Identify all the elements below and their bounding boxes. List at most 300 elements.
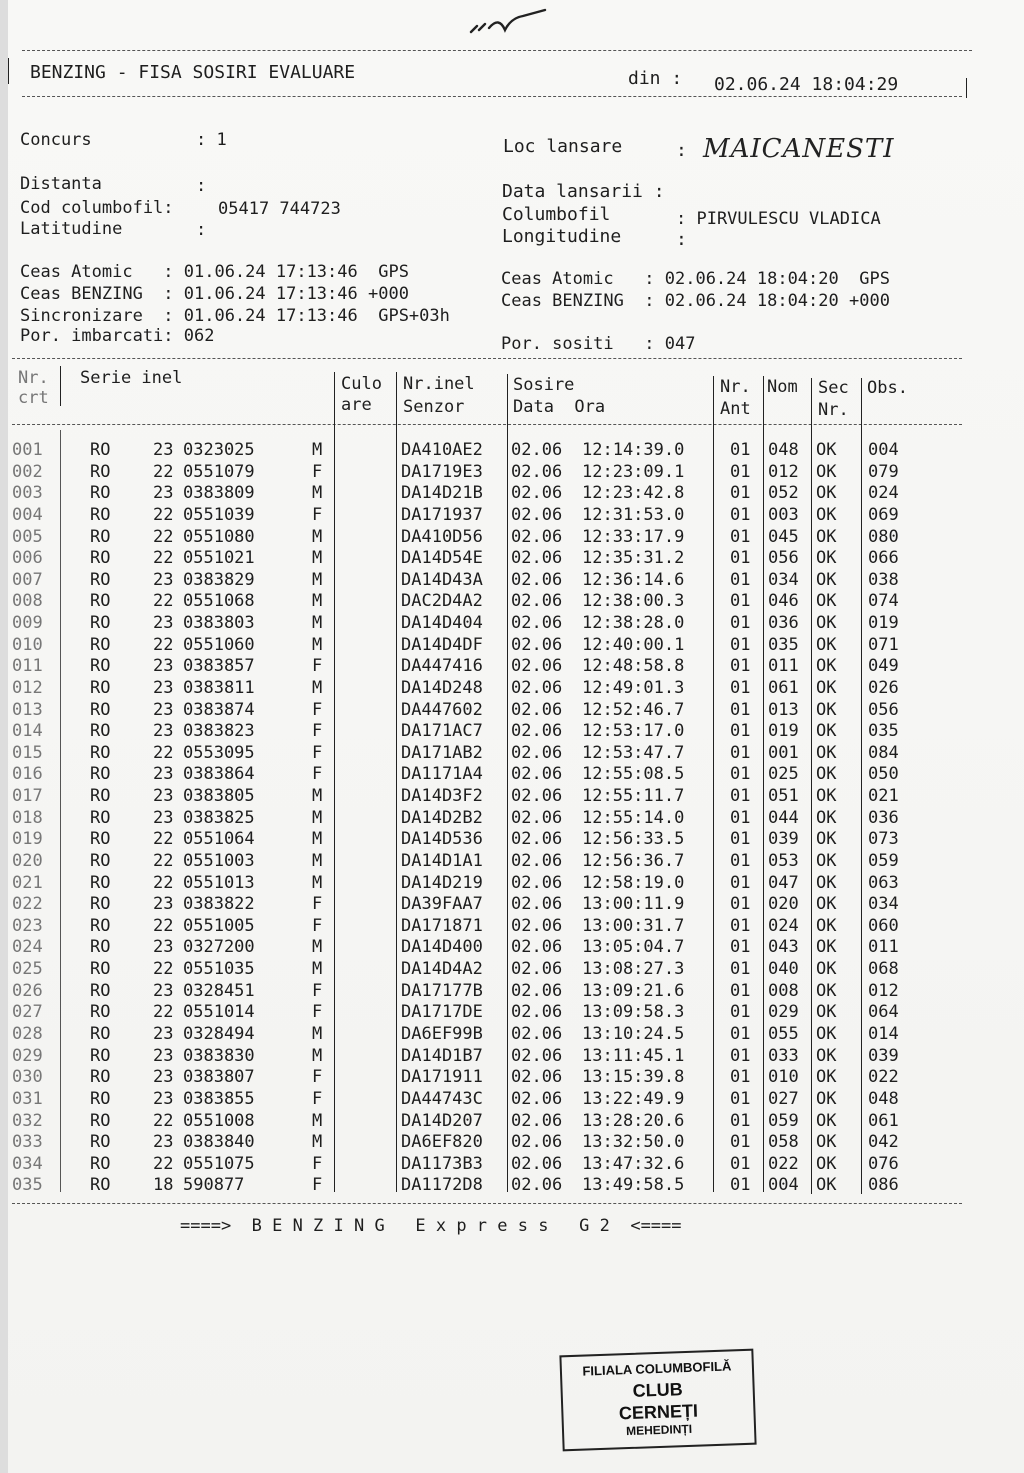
cell-sensor-id: DA14D219 [401, 872, 483, 893]
cell-nom: 001 [768, 742, 799, 763]
cell-arrival-date: 02.06 [511, 894, 563, 915]
cell-arrival-time: 12:53:17.0 [582, 721, 685, 742]
cell-sex: M [312, 440, 323, 460]
cell-ring-year: 22 [153, 461, 174, 482]
cell-sensor-id: DA14D536 [401, 829, 483, 850]
cell-ring-year: 23 [153, 1024, 174, 1044]
header-left-bar [8, 58, 9, 84]
cell-arrival-date: 02.06 [511, 1153, 563, 1174]
ceas-atomic-end: Ceas Atomic : 02.06.24 18:04:20 GPS [501, 269, 890, 289]
cell-sex: F [312, 656, 323, 677]
cell-obs: 056 [868, 699, 899, 720]
cell-nom: 052 [768, 483, 799, 504]
cell-arrival-time: 12:23:09.1 [582, 461, 685, 482]
cell-row-number: 003 [12, 483, 43, 504]
cell-sec-status: OK [816, 937, 837, 958]
cell-sex: M [312, 937, 323, 958]
cell-obs: 035 [868, 721, 899, 742]
cell-obs: 034 [868, 894, 899, 915]
table-row [0, 764, 1024, 786]
cell-antenna: 01 [730, 807, 751, 828]
cell-ring-country: RO [90, 1067, 111, 1088]
table-row [0, 1111, 1024, 1133]
report-datetime: 02.06.24 18:04:29 [714, 74, 899, 95]
cell-row-number: 023 [12, 915, 43, 936]
cell-ring-number: 0328451 [183, 980, 255, 1001]
cell-ring-country: RO [90, 872, 111, 893]
cell-antenna: 01 [730, 677, 751, 698]
cell-ring-country: RO [90, 699, 111, 720]
header-bottom-rule [22, 96, 962, 97]
cell-ring-year: 23 [153, 656, 174, 677]
cell-ring-year: 23 [153, 721, 174, 742]
cell-ring-country: RO [90, 742, 111, 763]
cell-antenna: 01 [730, 1088, 751, 1109]
cell-antenna: 01 [730, 1002, 751, 1023]
cell-arrival-time: 12:38:28.0 [582, 613, 685, 634]
cell-ring-year: 23 [153, 937, 174, 958]
cell-row-number: 005 [12, 526, 43, 547]
table-row [0, 894, 1024, 916]
cell-sex: M [312, 872, 323, 893]
cell-antenna: 01 [730, 504, 751, 525]
cell-obs: 022 [868, 1067, 899, 1088]
cell-ring-number: 0551008 [183, 1110, 255, 1131]
cell-sec-status: OK [816, 483, 837, 504]
cell-arrival-date: 02.06 [511, 613, 563, 634]
cell-sex: M [312, 959, 323, 980]
latitudine-sep: : [196, 220, 207, 240]
cell-sensor-id: DA14D21B [401, 483, 483, 504]
table-row [0, 462, 1024, 484]
cell-ring-year: 22 [153, 850, 174, 871]
col-nom: Nom [767, 377, 798, 397]
cell-antenna: 01 [730, 1175, 751, 1196]
cell-arrival-time: 12:48:58.8 [582, 656, 685, 677]
cell-nom: 047 [768, 872, 799, 893]
col-senzor: Senzor [403, 397, 465, 417]
cell-obs: 071 [868, 634, 899, 655]
cell-ring-country: RO [90, 807, 111, 828]
cell-sec-status: OK [816, 656, 837, 677]
cell-row-number: 018 [12, 807, 43, 828]
cell-ring-number: 0323025 [183, 440, 255, 460]
table-row [0, 959, 1024, 981]
cell-arrival-time: 13:00:31.7 [582, 915, 685, 936]
table-row [0, 829, 1024, 851]
cell-sex: F [312, 1002, 323, 1023]
table-row [0, 548, 1024, 570]
col-sec: Sec [818, 378, 849, 398]
cell-sex: M [312, 807, 323, 828]
cell-ring-number: 0551079 [183, 461, 255, 482]
cell-ring-year: 23 [153, 894, 174, 915]
cell-arrival-time: 13:15:39.8 [582, 1067, 685, 1088]
cell-sex: M [312, 1024, 323, 1044]
table-row [0, 937, 1024, 959]
cell-arrival-date: 02.06 [511, 526, 563, 547]
cell-ring-number: 0551013 [183, 872, 255, 893]
cell-sec-status: OK [816, 850, 837, 871]
cell-sensor-id: DA14D2B2 [401, 807, 483, 828]
distanta-label: Distanta [20, 174, 102, 194]
cell-sex: M [312, 1132, 323, 1153]
cell-arrival-time: 12:40:00.1 [582, 634, 685, 655]
cell-antenna: 01 [730, 656, 751, 677]
cell-row-number: 035 [12, 1175, 43, 1196]
cell-arrival-date: 02.06 [511, 980, 563, 1001]
cell-arrival-time: 13:11:45.1 [582, 1045, 685, 1066]
cell-arrival-time: 13:05:04.7 [582, 937, 685, 958]
cell-nom: 044 [768, 807, 799, 828]
cell-arrival-date: 02.06 [511, 677, 563, 698]
cell-ring-year: 22 [153, 1002, 174, 1023]
cell-sex: F [312, 1067, 323, 1088]
col-data-ora: Data Ora [513, 397, 606, 417]
cell-nom: 024 [768, 915, 799, 936]
cell-arrival-time: 12:38:00.3 [582, 591, 685, 612]
cell-ring-number: 0383825 [183, 807, 255, 828]
cell-arrival-date: 02.06 [511, 829, 563, 850]
cell-sex: M [312, 634, 323, 655]
cell-sensor-id: DA14D54E [401, 548, 483, 569]
cell-antenna: 01 [730, 959, 751, 980]
cell-sensor-id: DA171911 [401, 1067, 483, 1088]
cell-obs: 086 [868, 1175, 899, 1196]
stamp-line2: CLUB [632, 1379, 683, 1401]
table-row [0, 1002, 1024, 1024]
cell-sex: F [312, 980, 323, 1001]
cell-sex: M [312, 569, 323, 590]
cell-nom: 056 [768, 548, 799, 569]
cell-row-number: 008 [12, 591, 43, 612]
cell-sensor-id: DA1173B3 [401, 1153, 483, 1174]
cell-sec-status: OK [816, 526, 837, 547]
cell-sensor-id: DA447602 [401, 699, 483, 720]
cell-antenna: 01 [730, 764, 751, 785]
cell-antenna: 01 [730, 721, 751, 742]
cell-arrival-time: 13:09:21.6 [582, 980, 685, 1001]
cell-sec-status: OK [816, 829, 837, 850]
din-label: din : [628, 68, 683, 89]
cell-ring-country: RO [90, 1110, 111, 1131]
cell-sensor-id: DA1719E3 [401, 461, 483, 482]
cell-nom: 033 [768, 1045, 799, 1066]
cell-sec-status: OK [816, 1110, 837, 1131]
table-row [0, 1089, 1024, 1111]
cell-ring-year: 23 [153, 440, 174, 460]
cell-ring-country: RO [90, 959, 111, 980]
table-row [0, 1067, 1024, 1089]
cell-obs: 050 [868, 764, 899, 785]
cell-ring-country: RO [90, 656, 111, 677]
cell-ring-number: 0383855 [183, 1088, 255, 1109]
cell-ring-number: 0383811 [183, 677, 255, 698]
col-ant: Ant [720, 399, 751, 419]
cell-row-number: 016 [12, 764, 43, 785]
cell-ring-country: RO [90, 1153, 111, 1174]
cell-obs: 073 [868, 829, 899, 850]
cell-ring-year: 23 [153, 1067, 174, 1088]
cell-sex: M [312, 1110, 323, 1131]
cell-ring-year: 23 [153, 1088, 174, 1109]
table-top-rule [12, 358, 962, 359]
cell-ring-year: 23 [153, 677, 174, 698]
cell-ring-year: 23 [153, 980, 174, 1001]
cell-antenna: 01 [730, 937, 751, 958]
col-culoare-line2: are [341, 395, 372, 415]
cell-sec-status: OK [816, 980, 837, 1001]
table-row [0, 570, 1024, 592]
cell-sec-status: OK [816, 872, 837, 893]
cell-obs: 059 [868, 850, 899, 871]
cell-obs: 039 [868, 1045, 899, 1066]
cell-obs: 076 [868, 1153, 899, 1174]
cell-sensor-id: DA39FAA7 [401, 894, 483, 915]
cell-ring-number: 0383829 [183, 569, 255, 590]
cell-antenna: 01 [730, 591, 751, 612]
cell-sensor-id: DA171871 [401, 915, 483, 936]
cell-arrival-time: 13:22:49.9 [582, 1088, 685, 1109]
cell-row-number: 009 [12, 613, 43, 634]
cell-antenna: 01 [730, 786, 751, 807]
cell-sex: M [312, 850, 323, 871]
cell-ring-country: RO [90, 764, 111, 785]
cell-sex: F [312, 1175, 323, 1196]
cell-sec-status: OK [816, 1045, 837, 1066]
cell-ring-year: 22 [153, 915, 174, 936]
cell-sec-status: OK [816, 440, 837, 460]
cell-sec-status: OK [816, 742, 837, 763]
loc-lansare-sep: : [676, 140, 687, 161]
cell-sec-status: OK [816, 1002, 837, 1023]
cell-sensor-id: DAC2D4A2 [401, 591, 483, 612]
cell-antenna: 01 [730, 613, 751, 634]
cell-ring-number: 0551021 [183, 548, 255, 569]
cell-sec-status: OK [816, 613, 837, 634]
cell-antenna: 01 [730, 1132, 751, 1153]
cell-arrival-time: 12:53:47.7 [582, 742, 685, 763]
table-row [0, 851, 1024, 873]
cell-arrival-date: 02.06 [511, 1175, 563, 1196]
cell-obs: 061 [868, 1110, 899, 1131]
cell-arrival-time: 13:10:24.5 [582, 1024, 685, 1044]
cell-ring-number: 0383840 [183, 1132, 255, 1153]
cell-antenna: 01 [730, 440, 751, 460]
cell-ring-year: 22 [153, 634, 174, 655]
table-row [0, 1154, 1024, 1176]
table-row [0, 743, 1024, 765]
cell-sex: M [312, 1045, 323, 1066]
cell-nom: 029 [768, 1002, 799, 1023]
cell-antenna: 01 [730, 569, 751, 590]
cell-sec-status: OK [816, 764, 837, 785]
cell-sex: F [312, 721, 323, 742]
cell-antenna: 01 [730, 850, 751, 871]
cell-sec-status: OK [816, 959, 837, 980]
cell-row-number: 007 [12, 569, 43, 590]
cell-nom: 055 [768, 1024, 799, 1044]
cell-obs: 014 [868, 1024, 899, 1044]
cell-row-number: 012 [12, 677, 43, 698]
cell-arrival-date: 02.06 [511, 959, 563, 980]
stamp-line4: MEHEDINȚI [625, 1421, 693, 1439]
cell-row-number: 010 [12, 634, 43, 655]
cell-sensor-id: DA1171A4 [401, 764, 483, 785]
col-obs: Obs. [867, 378, 908, 398]
cell-arrival-date: 02.06 [511, 742, 563, 763]
cell-ring-number: 0328494 [183, 1024, 255, 1044]
cell-antenna: 01 [730, 894, 751, 915]
cell-obs: 024 [868, 483, 899, 504]
cell-antenna: 01 [730, 980, 751, 1001]
cell-obs: 080 [868, 526, 899, 547]
cell-row-number: 033 [12, 1132, 43, 1153]
cell-row-number: 029 [12, 1045, 43, 1066]
cell-ring-number: 0383807 [183, 1067, 255, 1088]
cell-obs: 038 [868, 569, 899, 590]
cell-sex: F [312, 1153, 323, 1174]
cell-row-number: 011 [12, 656, 43, 677]
cell-arrival-date: 02.06 [511, 591, 563, 612]
cell-sec-status: OK [816, 915, 837, 936]
cell-arrival-time: 12:36:14.6 [582, 569, 685, 590]
cell-obs: 066 [868, 548, 899, 569]
cell-ring-country: RO [90, 721, 111, 742]
cell-sensor-id: DA6EF99B [401, 1024, 483, 1044]
cell-arrival-time: 12:33:17.9 [582, 526, 685, 547]
cell-ring-country: RO [90, 1175, 111, 1196]
cell-sec-status: OK [816, 569, 837, 590]
cell-nom: 012 [768, 461, 799, 482]
cell-sensor-id: DA171937 [401, 504, 483, 525]
cell-arrival-time: 12:23:42.8 [582, 483, 685, 504]
cell-sensor-id: DA17177B [401, 980, 483, 1001]
table-row [0, 613, 1024, 635]
table-row [0, 808, 1024, 830]
cell-antenna: 01 [730, 915, 751, 936]
cell-antenna: 01 [730, 483, 751, 504]
cell-ring-number: 0383809 [183, 483, 255, 504]
cell-ring-year: 22 [153, 504, 174, 525]
cell-obs: 021 [868, 786, 899, 807]
cell-row-number: 014 [12, 721, 43, 742]
cell-ring-country: RO [90, 504, 111, 525]
cell-sensor-id: DA1717DE [401, 1002, 483, 1023]
cell-obs: 064 [868, 1002, 899, 1023]
col-sec-nr: Nr. [818, 400, 849, 420]
cell-sec-status: OK [816, 548, 837, 569]
cell-sex: F [312, 764, 323, 785]
cell-ring-year: 22 [153, 548, 174, 569]
cell-sec-status: OK [816, 1024, 837, 1044]
cell-sec-status: OK [816, 677, 837, 698]
porumbei-sositi: Por. sositi : 047 [501, 334, 696, 354]
cell-arrival-date: 02.06 [511, 937, 563, 958]
cell-ring-year: 23 [153, 569, 174, 590]
cell-sensor-id: DA14D1A1 [401, 850, 483, 871]
cell-ring-country: RO [90, 591, 111, 612]
cell-nom: 061 [768, 677, 799, 698]
cell-nom: 022 [768, 1153, 799, 1174]
table-row [0, 873, 1024, 895]
cell-antenna: 01 [730, 742, 751, 763]
cell-nom: 059 [768, 1110, 799, 1131]
cell-row-number: 019 [12, 829, 43, 850]
cell-sec-status: OK [816, 461, 837, 482]
concurs-value: : 1 [196, 130, 227, 150]
cell-arrival-time: 13:28:20.6 [582, 1110, 685, 1131]
cell-obs: 019 [868, 613, 899, 634]
cell-sensor-id: DA14D43A [401, 569, 483, 590]
cell-ring-year: 22 [153, 829, 174, 850]
cell-sensor-id: DA14D248 [401, 677, 483, 698]
columbofil-label: Columbofil [502, 204, 611, 225]
cell-nom: 003 [768, 504, 799, 525]
cell-ring-country: RO [90, 569, 111, 590]
cell-sensor-id: DA44743C [401, 1088, 483, 1109]
cell-obs: 042 [868, 1132, 899, 1153]
table-row [0, 527, 1024, 549]
cell-arrival-time: 12:55:11.7 [582, 786, 685, 807]
cell-sensor-id: DA1172D8 [401, 1175, 483, 1196]
cell-ring-country: RO [90, 613, 111, 634]
cell-ring-year: 22 [153, 959, 174, 980]
signature-scribble [465, 6, 555, 44]
table-header-rule [12, 424, 962, 425]
cell-arrival-date: 02.06 [511, 850, 563, 871]
cell-row-number: 032 [12, 1110, 43, 1131]
cell-arrival-date: 02.06 [511, 483, 563, 504]
porumbei-imbarcati: Por. imbarcati: 062 [20, 326, 215, 346]
cell-arrival-time: 13:08:27.3 [582, 959, 685, 980]
cell-row-number: 017 [12, 786, 43, 807]
cell-nom: 027 [768, 1088, 799, 1109]
table-row [0, 440, 1024, 462]
cell-row-number: 022 [12, 894, 43, 915]
cell-ring-number: 0327200 [183, 937, 255, 958]
cell-ring-number: 0551080 [183, 526, 255, 547]
cell-obs: 036 [868, 807, 899, 828]
cell-sex: M [312, 613, 323, 634]
cell-nom: 053 [768, 850, 799, 871]
cell-row-number: 031 [12, 1088, 43, 1109]
cell-ring-number: 0383857 [183, 656, 255, 677]
cell-arrival-date: 02.06 [511, 656, 563, 677]
table-row [0, 916, 1024, 938]
cell-arrival-date: 02.06 [511, 1045, 563, 1066]
cell-obs: 060 [868, 915, 899, 936]
cell-ring-country: RO [90, 894, 111, 915]
cell-sensor-id: DA14D400 [401, 937, 483, 958]
club-stamp [559, 1349, 756, 1452]
loc-lansare-handwritten: MAICANESTI [703, 134, 895, 164]
cell-ring-country: RO [90, 548, 111, 569]
cell-ring-country: RO [90, 526, 111, 547]
cell-arrival-date: 02.06 [511, 1067, 563, 1088]
ceas-benzing-start: Ceas BENZING : 01.06.24 17:13:46 +000 [20, 284, 409, 304]
cell-sex: M [312, 677, 323, 698]
cell-obs: 063 [868, 872, 899, 893]
cell-sex: M [312, 526, 323, 547]
cell-obs: 049 [868, 656, 899, 677]
cell-nom: 019 [768, 721, 799, 742]
cell-obs: 004 [868, 440, 899, 460]
cell-nom: 043 [768, 937, 799, 958]
cell-ring-number: 0551075 [183, 1153, 255, 1174]
cell-ring-country: RO [90, 634, 111, 655]
cell-ring-country: RO [90, 483, 111, 504]
